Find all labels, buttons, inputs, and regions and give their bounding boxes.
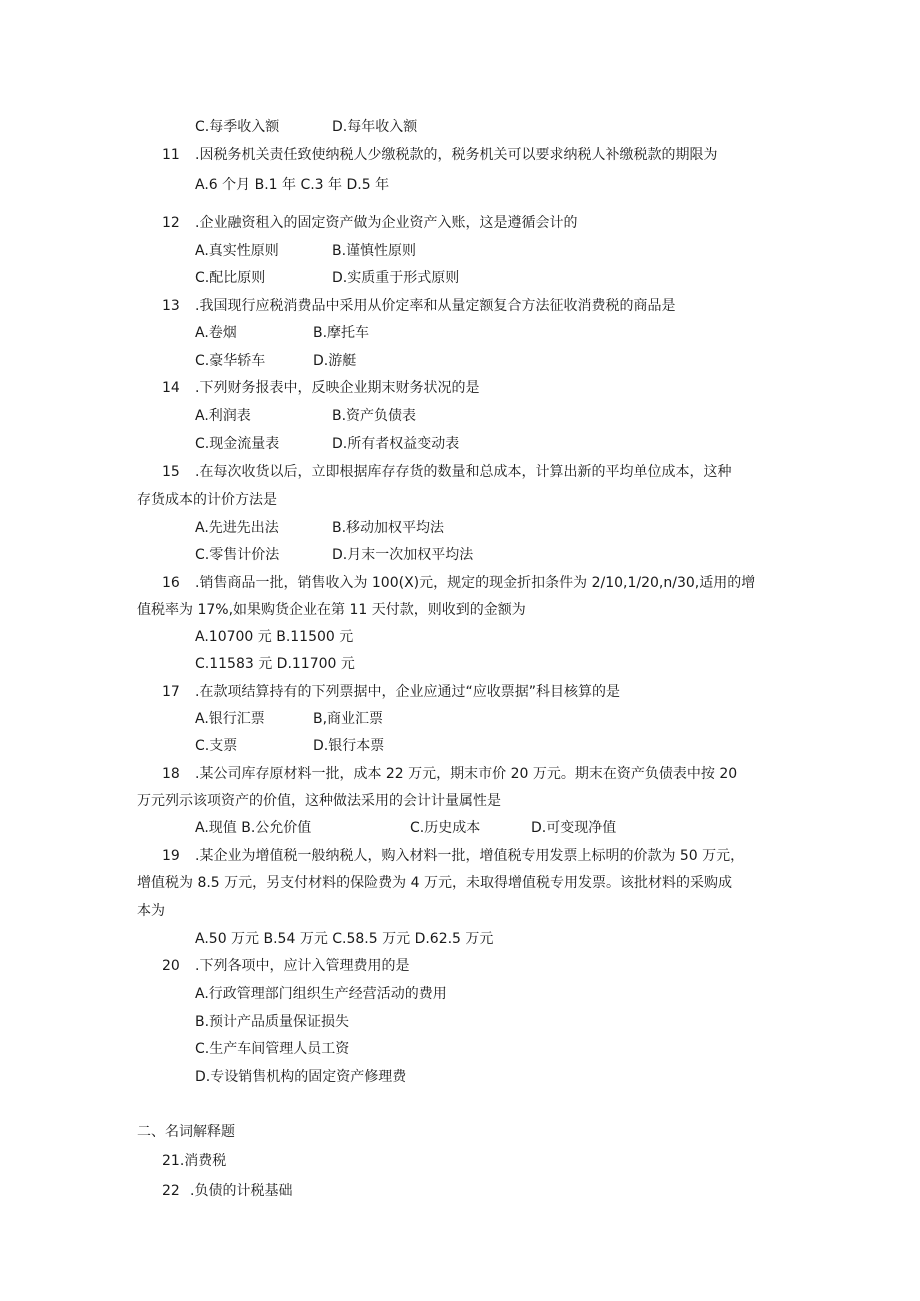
q11-number: 11 [162,147,180,163]
q11-options: A.6 个月 B.1 年 C.3 年 D.5 年 [195,177,390,193]
q17-option-c: C.支票 [195,738,238,754]
q20-option-a: A.行政管理部门组织生产经营活动的费用 [195,986,447,1002]
q12-number: 12 [162,215,180,231]
q12-option-b: B.谨慎性原则 [332,243,417,259]
q14-option-a: A.利润表 [195,408,251,424]
q12-option-c: C.配比原则 [195,270,266,286]
q12-option-a: A.真实性原则 [195,243,279,259]
q16-stem-line2: 值税率为 17%,如果购货企业在第 11 天付款，则收到的金额为 [137,602,526,618]
q17-option-a: A.银行汇票 [195,711,265,727]
q20-option-d: D.专设销售机构的固定资产修理费 [195,1069,407,1085]
q18-options-ab: A.现值 B.公允价值 [195,820,312,836]
q22-term: .负债的计税基础 [190,1183,293,1199]
q15-stem-line2: 存货成本的计价方法是 [137,492,277,508]
q14-option-c: C.现金流量表 [195,436,280,452]
q15-number: 15 [162,464,180,480]
q13-option-d: D.游艇 [313,353,357,369]
q18-number: 18 [162,766,180,782]
q15-option-d: D.月末一次加权平均法 [332,547,474,563]
q17-stem: .在款项结算持有的下列票据中，企业应通过“应收票据”科目核算的是 [195,684,620,700]
q20-stem: .下列各项中，应计入管理费用的是 [195,958,410,974]
q20-option-b: B.预计产品质量保证损失 [195,1014,350,1030]
q20-option-c: C.生产车间管理人员工资 [195,1041,350,1057]
q21-term: 21.消费税 [162,1153,227,1169]
q16-stem-line1: .销售商品一批，销售收入为 100(X)元，规定的现金折扣条件为 2/10,1/20,n/30,适用的增 [195,575,756,591]
q17-option-b: B,商业汇票 [313,711,384,727]
q14-number: 14 [162,380,180,396]
q14-option-d: D.所有者权益变动表 [332,436,460,452]
q12-option-d: D.实质重于形式原则 [332,270,460,286]
section-2-heading: 二、名词解释题 [137,1124,235,1140]
q13-stem: .我国现行应税消费品中采用从价定率和从量定额复合方法征收消费税的商品是 [195,298,676,314]
q16-options-cd: C.11583 元 D.11700 元 [195,656,355,672]
q12-stem: .企业融资租入的固定资产做为企业资产入账，这是遵循会计的 [195,215,578,231]
q15-option-c: C.零售计价法 [195,547,280,563]
q13-number: 13 [162,298,180,314]
q13-option-b: B.摩托车 [313,325,370,341]
q16-options-ab: A.10700 元 B.11500 元 [195,629,354,645]
q10-option-c: C.每季收入额 [195,119,280,135]
q22-number: 22 [162,1183,180,1199]
q19-stem-line1: .某企业为增值税一般纳税人，购入材料一批，增值税专用发票上标明的价款为 50 万元， [195,848,745,864]
q19-stem-line3: 本为 [137,903,165,919]
q15-option-a: A.先进先出法 [195,520,279,536]
q17-option-d: D.银行本票 [313,738,385,754]
q19-number: 19 [162,848,180,864]
q15-stem-line1: .在每次收货以后，立即根据库存存货的数量和总成本，计算出新的平均单位成本，这种 [195,464,732,480]
q18-stem-line2: 万元列示该项资产的价值，这种做法采用的会计计量属性是 [137,793,501,809]
q19-options: A.50 万元 B.54 万元 C.58.5 万元 D.62.5 万元 [195,931,494,947]
q14-stem: .下列财务报表中，反映企业期末财务状况的是 [195,380,480,396]
q18-option-c: C.历史成本 [410,820,481,836]
q16-number: 16 [162,575,180,591]
q13-option-a: A.卷烟 [195,325,237,341]
q13-option-c: C.豪华轿车 [195,353,266,369]
q11-stem: .因税务机关责任致使纳税人少缴税款的，税务机关可以要求纳税人补缴税款的期限为 [195,147,718,163]
q20-number: 20 [162,958,180,974]
q18-stem-line1: .某公司库存原材料一批，成本 22 万元，期末市价 20 万元。期末在资产负债表中按 20 [195,766,738,782]
q19-stem-line2: 增值税为 8.5 万元，另支付材料的保险费为 4 万元，未取得增值税专用发票。该批材料的采购成 [137,875,732,891]
q10-option-d: D.每年收入额 [332,119,418,135]
q14-option-b: B.资产负债表 [332,408,417,424]
q15-option-b: B.移动加权平均法 [332,520,445,536]
q18-option-d: D.可变现净值 [531,820,617,836]
q17-number: 17 [162,684,180,700]
